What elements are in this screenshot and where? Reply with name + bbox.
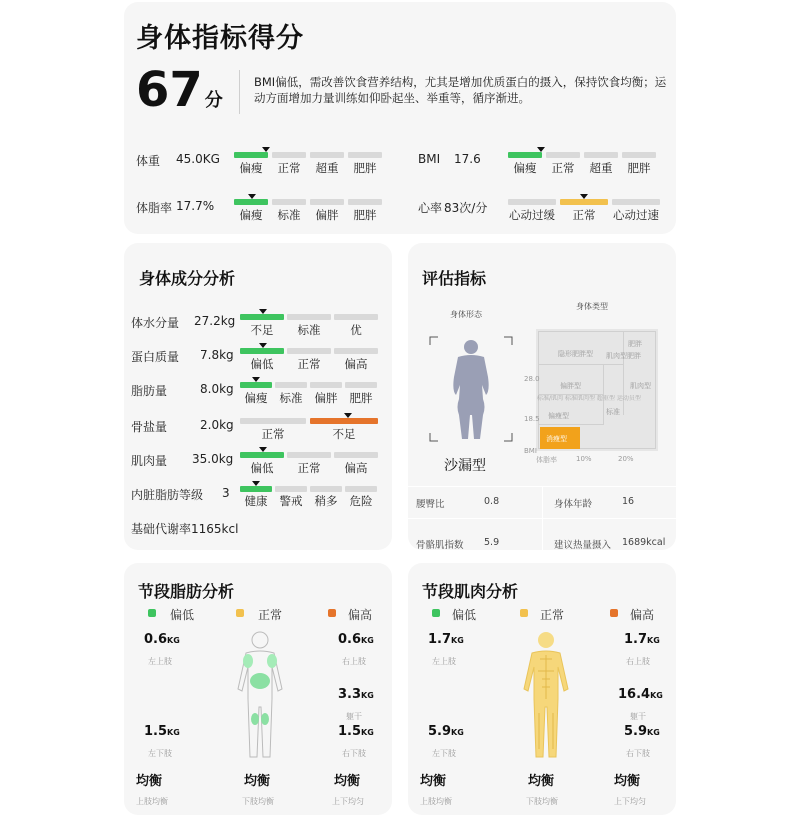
comp-bar-segment (334, 452, 378, 458)
legend-high-label: 偏高 (630, 608, 655, 622)
metric-bar-segment (310, 152, 344, 158)
grid-label: 肌肉型 (630, 382, 651, 390)
grid-label: 标准 (606, 408, 620, 416)
body-silhouette-icon (428, 335, 514, 443)
comp-bar-segment (345, 382, 377, 388)
muscle-balance-updown: 均衡 (614, 774, 641, 789)
metric-level-label: 超重 (589, 161, 613, 175)
comp-bar-segment (240, 314, 284, 320)
comp-bar-segment (287, 348, 331, 354)
comp-level-label: 偏低 (250, 357, 274, 371)
comp-value: 7.8kg (200, 348, 234, 362)
advice-text: BMI偏低，需改善饮食营养结构，尤其是增加优质蛋白的摄入，保持饮食均衡；运动方面增加力量训练如仰卧起坐、举重等，循序渐进。 (254, 75, 667, 105)
comp-value: 3 (222, 486, 230, 500)
legend-low-label: 偏低 (452, 608, 477, 622)
grid-label: 肌肉型肥胖 (606, 352, 641, 360)
muscle-body-figure-icon (506, 629, 586, 761)
fat-segment-card (124, 563, 392, 815)
eval-item-value: 5.9 (484, 537, 500, 548)
fat-balance-updown: 均衡 (334, 774, 361, 789)
comp-level-label: 不足 (250, 323, 274, 337)
comp-level-label: 警戒 (279, 494, 303, 508)
comp-value: 27.2kg (194, 314, 236, 328)
metric-level-label: 心动过缓 (509, 208, 555, 222)
fat-right-arm-value: 0.6KG (338, 632, 374, 647)
comp-level-label: 正常 (297, 461, 321, 475)
metric-level-label: 正常 (572, 208, 596, 222)
metric-level-label: 偏胖 (315, 208, 339, 222)
metric-level-label: 正常 (277, 161, 301, 175)
metric-label-weight: 体重 (136, 154, 161, 168)
muscle-left-arm-label: 左上肢 (432, 657, 456, 666)
fat-left-arm-value: 0.6KG (144, 632, 180, 647)
muscle-balance-updown-label: 上下均匀 (614, 797, 646, 806)
comp-bar-segment (240, 452, 284, 458)
metric-value-heartrate: 83次/分 (444, 201, 488, 215)
bmr-label: 基础代谢率1165kcl (131, 522, 239, 536)
metric-level-label: 标准 (277, 208, 301, 222)
metric-bar-segment (348, 199, 382, 205)
metric-bar-segment (234, 152, 268, 158)
eval-item-value: 16 (622, 496, 635, 507)
eval-item-label: 骨骼肌指数 (416, 540, 464, 551)
metric-bar-segment (272, 199, 306, 205)
comp-bar-segment (240, 348, 284, 354)
grid-label: 偏瘦型 (548, 412, 569, 420)
metric-level-label: 肥胖 (353, 161, 377, 175)
fat-left-arm-label: 左上肢 (148, 657, 172, 666)
metric-level-label: 肥胖 (627, 161, 651, 175)
comp-bar-segment (275, 486, 307, 492)
metric-bar-segment (546, 152, 580, 158)
body-shape-name: 沙漏型 (444, 458, 486, 474)
eval-item-label: 建议热量摄入 (554, 540, 612, 551)
fat-left-leg-value: 1.5KG (144, 724, 180, 739)
metric-bar-segment (508, 152, 542, 158)
metric-value-bodyfat: 17.7% (176, 199, 215, 213)
muscle-right-leg-value: 5.9KG (624, 724, 660, 739)
comp-label: 骨盐量 (131, 420, 168, 434)
metric-level-label: 偏瘦 (239, 161, 263, 175)
muscle-left-leg-value: 5.9KG (428, 724, 464, 739)
fat-trunk-value: 3.3KG (338, 687, 374, 702)
muscle-balance-upper: 均衡 (420, 774, 447, 789)
body-type-chart (536, 329, 658, 451)
axis-x-label: BMI (524, 447, 537, 455)
comp-bar-segment (287, 452, 331, 458)
muscle-balance-lower-label: 下肢均衡 (526, 797, 558, 806)
legend-normal-label: 正常 (540, 608, 565, 622)
comp-level-label: 健康 (244, 494, 268, 508)
legend-normal-icon (520, 609, 528, 617)
fat-right-leg-label: 右下肢 (342, 749, 366, 758)
comp-level-label: 肥胖 (349, 391, 373, 405)
comp-level-label: 偏低 (250, 461, 274, 475)
comp-level-label: 危险 (349, 494, 373, 508)
muscle-left-leg-label: 左下肢 (432, 749, 456, 758)
muscle-right-arm-label: 右上肢 (626, 657, 650, 666)
legend-high-icon (328, 609, 336, 617)
muscle-balance-lower: 均衡 (528, 774, 555, 789)
grid-label: 隐形肥胖型 (558, 350, 593, 358)
comp-level-label: 偏胖 (314, 391, 338, 405)
muscle-segment-card (408, 563, 676, 815)
muscle-trunk-label: 躯干 (630, 712, 646, 721)
metric-value-bmi: 17.6 (454, 152, 481, 166)
eval-item-value: 1689kcal (622, 537, 666, 548)
comp-label: 蛋白质量 (131, 350, 180, 364)
fat-right-leg-value: 1.5KG (338, 724, 374, 739)
comp-value: 35.0kg (192, 452, 234, 466)
axis-y-top: 28.0 (524, 375, 540, 383)
composition-card (124, 243, 392, 550)
muscle-segment-title: 节段肌肉分析 (422, 582, 519, 601)
comp-label: 体水分量 (131, 316, 180, 330)
fat-segment-title: 节段脂肪分析 (138, 582, 235, 601)
comp-level-label: 稍多 (314, 494, 338, 508)
comp-value: 8.0kg (200, 382, 234, 396)
muscle-trunk-value: 16.4KG (618, 687, 663, 702)
metric-bar-segment (612, 199, 660, 205)
comp-bar-segment (240, 382, 272, 388)
metric-level-label: 正常 (551, 161, 575, 175)
grid-label: 偏胖型 (560, 382, 581, 390)
fat-trunk-label: 躯干 (346, 712, 362, 721)
comp-level-label: 偏瘦 (244, 391, 268, 405)
axis-x-bodyfat: 体脂率 (536, 456, 557, 464)
comp-label: 肌肉量 (131, 454, 168, 468)
comp-label: 脂肪量 (131, 384, 168, 398)
comp-bar-segment (287, 314, 331, 320)
comp-bar-segment (334, 314, 378, 320)
metric-bar-segment (584, 152, 618, 158)
fat-balance-lower-label: 下肢均衡 (242, 797, 274, 806)
metric-bar-segment (310, 199, 344, 205)
eval-item-value: 0.8 (484, 496, 500, 507)
score-card (124, 2, 676, 234)
metric-bar-segment (234, 199, 268, 205)
metric-bar-segment (272, 152, 306, 158)
fat-left-leg-label: 左下肢 (148, 749, 172, 758)
comp-level-label: 正常 (261, 427, 285, 441)
metric-bar-segment (508, 199, 556, 205)
divider (239, 70, 240, 114)
body-type-label: 身体类型 (576, 302, 608, 311)
score-value: 67 分 (136, 62, 223, 118)
fat-body-figure-icon (220, 629, 300, 761)
metric-level-label: 偏瘦 (239, 208, 263, 222)
comp-bar-segment (310, 382, 342, 388)
fat-balance-lower: 均衡 (244, 774, 271, 789)
comp-level-label: 优 (350, 323, 362, 337)
axis-y-mid: 18.5 (524, 415, 540, 423)
metric-label-heartrate: 心率 (418, 201, 443, 215)
comp-level-label: 标准 (297, 323, 321, 337)
metric-level-label: 超重 (315, 161, 339, 175)
muscle-balance-upper-label: 上肢均衡 (420, 797, 452, 806)
comp-bar-segment (240, 418, 306, 424)
legend-low-label: 偏低 (170, 608, 195, 622)
comp-value: 2.0kg (200, 418, 234, 432)
metric-bar-segment (622, 152, 656, 158)
legend-low-icon (148, 609, 156, 617)
fat-balance-upper-label: 上肢均衡 (136, 797, 168, 806)
comp-level-label: 偏高 (344, 357, 368, 371)
metric-bar-segment (348, 152, 382, 158)
comp-level-label: 正常 (297, 357, 321, 371)
fat-balance-upper: 均衡 (136, 774, 163, 789)
comp-bar-segment (240, 486, 272, 492)
comp-bar-segment (310, 418, 378, 424)
legend-normal-icon (236, 609, 244, 617)
comp-level-label: 标准 (279, 391, 303, 405)
comp-bar-segment (334, 348, 378, 354)
metric-label-bmi: BMI (418, 152, 441, 166)
legend-normal-label: 正常 (258, 608, 283, 622)
axis-x-20: 20% (618, 455, 634, 463)
score-title: 身体指标得分 (136, 23, 304, 54)
body-shape-label: 身体形态 (450, 310, 482, 319)
metric-bar-segment (560, 199, 608, 205)
metric-level-label: 偏瘦 (513, 161, 537, 175)
legend-high-icon (610, 609, 618, 617)
composition-title: 身体成分分析 (139, 269, 236, 288)
grid-label: 肥胖 (628, 340, 642, 348)
comp-bar-segment (310, 486, 342, 492)
eval-item-label: 身体年龄 (554, 499, 593, 510)
eval-item-label: 腰臀比 (416, 499, 445, 510)
legend-high-label: 偏高 (348, 608, 373, 622)
muscle-right-leg-label: 右下肢 (626, 749, 650, 758)
grid-label: 消瘦型 (546, 435, 567, 443)
comp-label: 内脏脂肪等级 (131, 488, 204, 502)
comp-level-label: 不足 (332, 427, 356, 441)
metric-value-weight: 45.0KG (176, 152, 220, 166)
body-type-extra-labels: 标准/肌肉 标准肌肉型 超重型 运动员型 (537, 395, 641, 402)
fat-balance-updown-label: 上下均匀 (332, 797, 364, 806)
metric-level-label: 肥胖 (353, 208, 377, 222)
metric-level-label: 心动过速 (613, 208, 659, 222)
muscle-left-arm-value: 1.7KG (428, 632, 464, 647)
metric-label-bodyfat: 体脂率 (136, 201, 173, 215)
evaluation-title: 评估指标 (422, 269, 487, 288)
fat-right-arm-label: 右上肢 (342, 657, 366, 666)
comp-bar-segment (345, 486, 377, 492)
axis-x-10: 10% (576, 455, 592, 463)
legend-low-icon (432, 609, 440, 617)
muscle-right-arm-value: 1.7KG (624, 632, 660, 647)
comp-bar-segment (275, 382, 307, 388)
comp-level-label: 偏高 (344, 461, 368, 475)
